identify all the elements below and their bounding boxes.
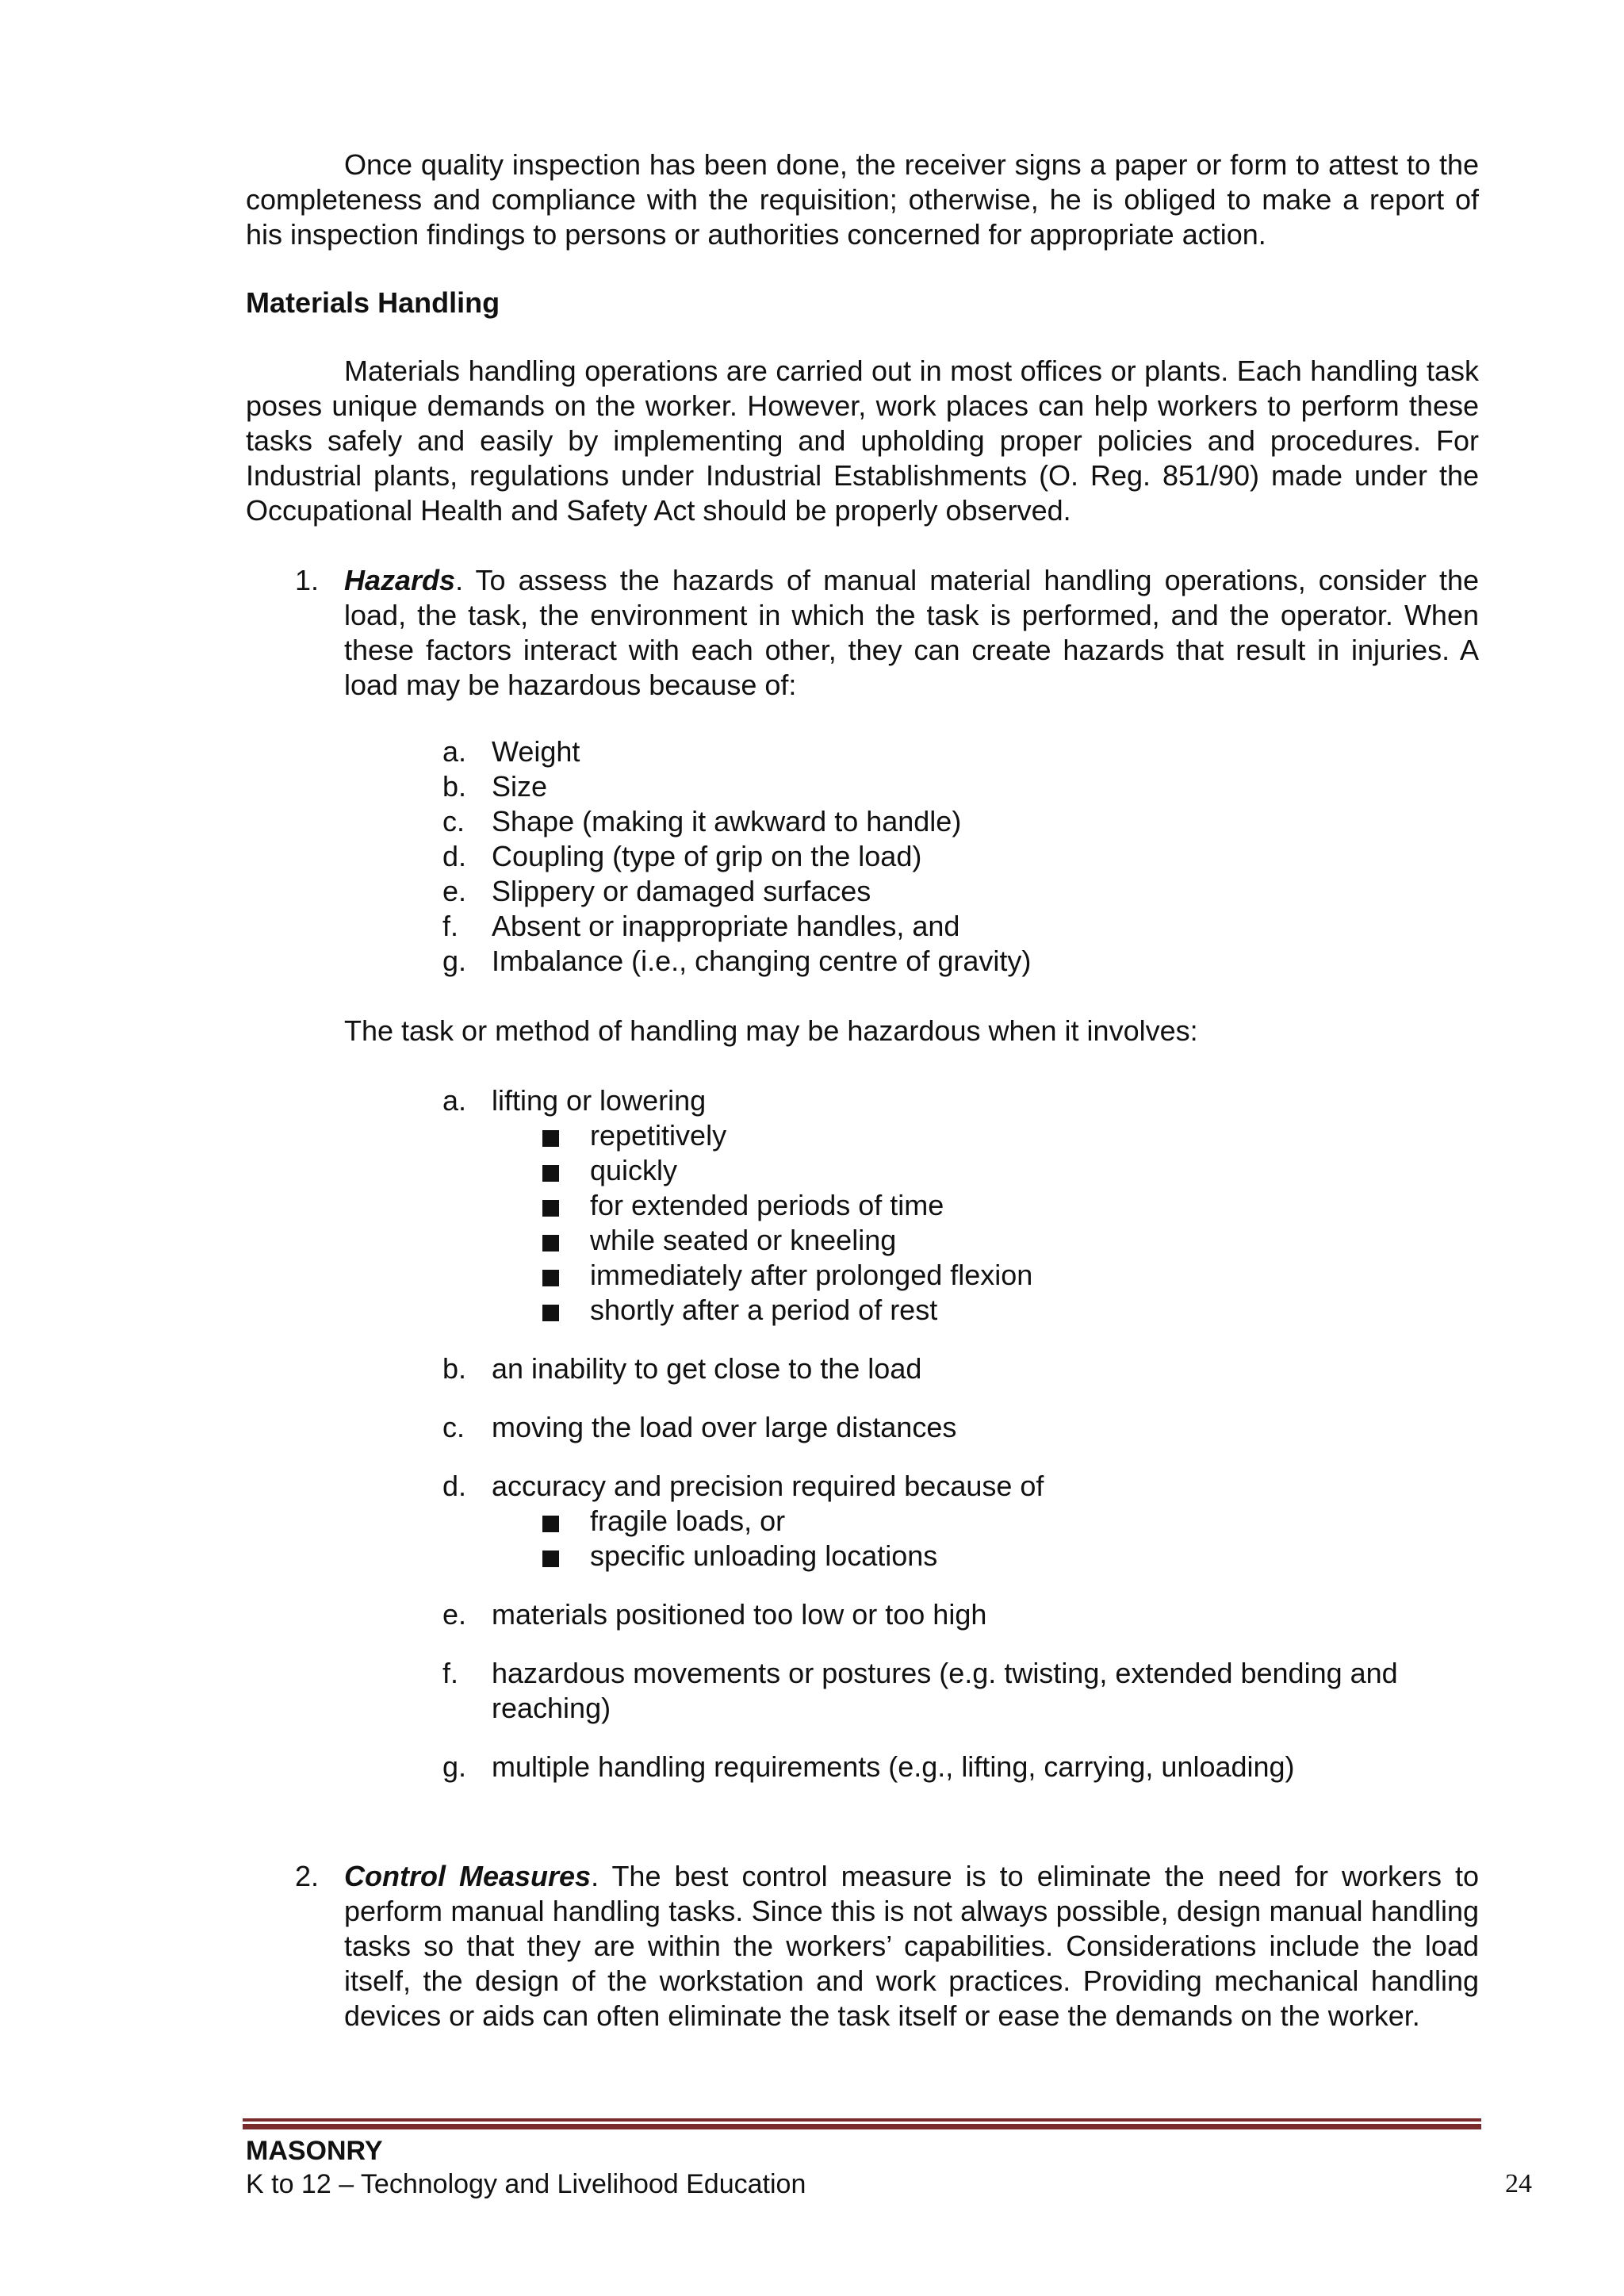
bullet-item (492, 1504, 1479, 1539)
bullet-item (492, 1153, 1479, 1188)
list-marker: f. (442, 1657, 459, 1689)
square-bullet-icon (542, 1130, 559, 1147)
bullet-text: for extended periods of time (590, 1189, 944, 1221)
list-item (246, 1351, 1479, 1386)
page-number: 24 (1505, 2169, 1532, 2198)
bullet-item (492, 1118, 1479, 1153)
bullet-item (492, 1223, 1479, 1258)
list-item-text: accuracy and precision required because of (492, 1470, 1044, 1502)
footer-rule-thin (243, 2118, 1481, 2122)
bullet-list (492, 1504, 1479, 1573)
bullet-text: fragile loads, or (590, 1504, 786, 1537)
list-marker: e. (442, 1598, 467, 1631)
square-bullet-icon (542, 1200, 559, 1217)
item-text: . The best control measure is to eliminate the need for workers to perform manual handling tasks. Since this is not always possible, design manual handling tasks so that they are within the workers’ capabilities. Considerations include the load itself, the design of the workstation and work practices. Providing mechanical handling devices or aids can often eliminate the task itself or ease the demands on the worker. (344, 1860, 1479, 2032)
list-marker: f. (442, 910, 459, 942)
bullet-text: immediately after prolonged flexion (590, 1259, 1033, 1291)
item-text: . To assess the hazards of manual material handling operations, consider the load, the task, the environment in which the task is performed, and the operator. When these factors interact with each other, they can create hazards that result in injuries. A load may be hazardous because of: (344, 564, 1479, 701)
square-bullet-icon (542, 1550, 559, 1567)
bullet-item (492, 1258, 1479, 1293)
section-heading: Materials Handling (246, 286, 500, 319)
bullet-item (492, 1293, 1479, 1328)
item-number: 1. (295, 564, 320, 596)
bullet-text: while seated or kneeling (590, 1224, 897, 1256)
list-item-text: Absent or inappropriate handles, and (492, 910, 960, 942)
list-item-text: an inability to get close to the load (492, 1352, 922, 1385)
list-item (246, 1410, 1479, 1445)
bullet-text: repetitively (590, 1119, 727, 1152)
list-item (246, 1083, 1479, 1328)
square-bullet-icon (542, 1305, 559, 1321)
list-item-text: materials positioned too low or too high (492, 1598, 987, 1631)
item-lead: Hazards (344, 564, 456, 596)
intro-paragraph: Once quality inspection has been done, the receiver signs a paper or form to attest to the completeness and compliance with the requisition; otherwise, he is obliged to make a report of his inspection findings to persons or authorities concerned for appropriate action. (246, 148, 1479, 251)
list-marker: c. (442, 805, 465, 838)
footer-rule (243, 2118, 1481, 2129)
list-item (246, 1750, 1479, 1784)
list-item (246, 804, 1479, 839)
list-marker: g. (442, 945, 467, 977)
square-bullet-icon (542, 1516, 559, 1532)
list-item-text: moving the load over large distances (492, 1411, 957, 1443)
list-marker: g. (442, 1750, 467, 1783)
list-item-text: multiple handling requirements (e.g., lifting, carrying, unloading) (492, 1750, 1295, 1783)
list-marker: b. (442, 1352, 467, 1385)
list-marker: a. (442, 1084, 467, 1117)
list-marker: a. (442, 735, 467, 768)
list-marker: b. (442, 770, 467, 803)
footer-subtitle: K to 12 – Technology and Livelihood Education (246, 2169, 806, 2199)
square-bullet-icon (542, 1165, 559, 1182)
bullet-list (492, 1118, 1479, 1328)
list-item (246, 1597, 1479, 1632)
list-marker: c. (442, 1411, 465, 1443)
item-number: 2. (295, 1860, 320, 1892)
footer-rule-thick (243, 2124, 1481, 2129)
item-lead: Control Measures (344, 1860, 592, 1892)
task-intro: The task or method of handling may be hazardous when it involves: (344, 1014, 1198, 1047)
list-item-text: Size (492, 770, 548, 803)
list-item-text: hazardous movements or postures (e.g. twisting, extended bending and reaching) (492, 1657, 1398, 1724)
list-item (246, 1656, 1479, 1726)
bullet-item (492, 1188, 1479, 1223)
bullet-text: shortly after a period of rest (590, 1294, 938, 1326)
list-marker: d. (442, 1470, 467, 1502)
list-item (246, 839, 1479, 874)
list-item (246, 944, 1479, 979)
list-marker: d. (442, 840, 467, 872)
bullet-item (492, 1539, 1479, 1573)
list-item-text: Slippery or damaged surfaces (492, 875, 871, 907)
list-item-text: Shape (making it awkward to handle) (492, 805, 962, 838)
section-paragraph: Materials handling operations are carried out in most offices or plants. Each handling task poses unique demands on the worker. However, work places can help workers to perform these tasks safely and easily by implementing and upholding proper policies and procedures. For Industrial plants, regulations under Industrial Establishments (O. Reg. 851/90) made under the Occupational Health and Safety Act should be properly observed. (246, 355, 1479, 527)
list-item (246, 769, 1479, 804)
list-item (246, 1469, 1479, 1573)
list-item-text: Imbalance (i.e., changing centre of gravity) (492, 945, 1032, 977)
bullet-text: specific unloading locations (590, 1539, 938, 1572)
hazards-item (246, 563, 1479, 703)
page-body (246, 148, 1479, 2033)
list-marker: e. (442, 875, 467, 907)
task-hazard-list (246, 1083, 1479, 1784)
list-item-text: Coupling (type of grip on the load) (492, 840, 922, 872)
list-item (246, 874, 1479, 909)
square-bullet-icon (542, 1270, 559, 1286)
list-item-text: lifting or lowering (492, 1084, 707, 1117)
load-hazard-list (246, 734, 1479, 979)
list-item (246, 734, 1479, 769)
control-measures-item (246, 1859, 1479, 2033)
square-bullet-icon (542, 1235, 559, 1251)
bullet-text: quickly (590, 1154, 678, 1186)
list-item (246, 909, 1479, 944)
list-item-text: Weight (492, 735, 580, 768)
footer-title: MASONRY (246, 2136, 383, 2166)
